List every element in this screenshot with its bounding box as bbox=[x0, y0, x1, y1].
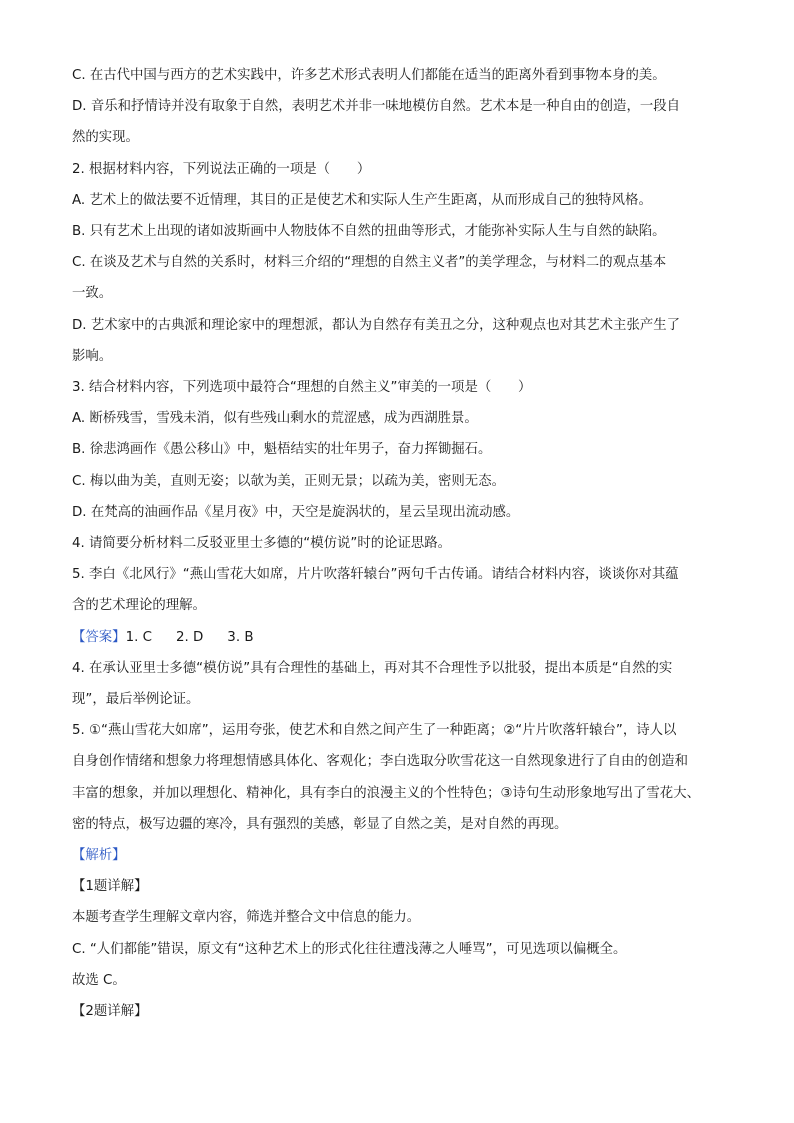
option-a-q2: A. 艺术上的做法要不近情理，其目的正是使艺术和实际人生产生距离，从而形成自己的独特风格。 bbox=[72, 192, 652, 208]
q1-detail-line-1: 本题考查学生理解文章内容，筛选并整合文中信息的能力。 bbox=[72, 910, 421, 926]
answer-5-line-2: 自身创作情绪和想象力将理想情感具体化、客观化；李白选取分吹雪花这一自然现象进行了自由的创造和 bbox=[72, 754, 688, 770]
answer-label: 【答案】 bbox=[72, 629, 126, 645]
option-d-q2-cont: 影响。 bbox=[72, 348, 113, 364]
document-body bbox=[72, 60, 732, 1027]
answer-item-1: 1. C bbox=[125, 629, 152, 645]
q1-detail-heading: 【1题详解】 bbox=[72, 879, 148, 895]
option-c-q3: C. 梅以曲为美，直则无姿；以欹为美，正则无景；以疏为美，密则无态。 bbox=[72, 473, 505, 489]
answer-item-2: 2. D bbox=[175, 629, 204, 645]
option-b-q3: B. 徐悲鸿画作《愚公移山》中，魁梧结实的壮年男子，奋力挥锄掘石。 bbox=[72, 442, 492, 458]
answer-5-line-4: 密的特点，极写边疆的寒冷，具有强烈的美感，彰显了自然之美，是对自然的再现。 bbox=[72, 816, 568, 832]
q1-detail-line-2: C. “人们都能”错误，原文有“这种艺术上的形式化往往遭浅薄之人唾骂”，可见选项以偏概全。 bbox=[72, 941, 627, 957]
option-c-q2: C. 在谈及艺术与自然的关系时，材料三介绍的“理想的自然主义者”的美学理念，与材料二的观点基本 bbox=[72, 255, 667, 271]
option-b-q2: B. 只有艺术上出现的诸如波斯画中人物肢体不自然的扭曲等形式，才能弥补实际人生与自然的缺陷。 bbox=[72, 224, 666, 240]
option-d-q2: D. 艺术家中的古典派和理论家中的理想派，都认为自然存有美丑之分，这种观点也对其艺术主张产生了 bbox=[72, 317, 681, 333]
answer-4: 4. 在承认亚里士多德“模仿说”具有合理性的基础上，再对其不合理性予以批驳，提出本质是“自然的实 bbox=[72, 660, 673, 676]
option-c-q1: C. 在古代中国与西方的艺术实践中，许多艺术形式表明人们都能在适当的距离外看到事物本身的美。 bbox=[72, 68, 666, 83]
question-5-cont: 含的艺术理论的理解。 bbox=[72, 598, 206, 614]
question-4: 4. 请简要分析材料二反驳亚里士多德的“模仿说”时的论证思路。 bbox=[72, 536, 452, 552]
answer-4-cont: 现”，最后举例论证。 bbox=[72, 692, 200, 708]
question-5: 5. 李白《北风行》“燕山雪花大如席，片片吹落轩辕台”两句千古传诵。请结合材料内容，谈谈你对其蕴 bbox=[72, 567, 679, 583]
answer-row bbox=[72, 622, 732, 653]
q1-detail-line-3: 故选 C。 bbox=[72, 972, 126, 988]
option-d-q1-cont: 然的实现。 bbox=[72, 130, 139, 146]
option-a-q3: A. 断桥残雪，雪残未消，似有些残山剩水的荒涩感，成为西湖胜景。 bbox=[72, 411, 478, 427]
answer-item-3: 3. B bbox=[227, 629, 254, 645]
analysis-label: 【解析】 bbox=[72, 848, 126, 864]
question-3: 3. 结合材料内容，下列选项中最符合“理想的自然主义”审美的一项是（ ） bbox=[72, 380, 532, 396]
question-2: 2. 根据材料内容，下列说法正确的一项是（ ） bbox=[72, 161, 371, 177]
option-c-q2-cont: 一致。 bbox=[72, 286, 113, 302]
answer-5: 5. ①“燕山雪花大如席”，运用夸张，使艺术和自然之间产生了一种距离；②“片片吹落轩辕台”，诗人以 bbox=[72, 723, 677, 739]
q2-detail-heading: 【2题详解】 bbox=[72, 1004, 148, 1020]
answer-5-line-3: 丰富的想象，并加以理想化、精神化，具有李白的浪漫主义的个性特色；③诗句生动形象地写出了雪花大、 bbox=[72, 785, 700, 801]
option-d-q1: D. 音乐和抒情诗并没有取象于自然，表明艺术并非一味地模仿自然。艺术本是一种自由的创造，一段自 bbox=[72, 99, 681, 115]
option-d-q3: D. 在梵高的油画作品《星月夜》中，天空是旋涡状的，星云呈现出流动感。 bbox=[72, 504, 520, 520]
